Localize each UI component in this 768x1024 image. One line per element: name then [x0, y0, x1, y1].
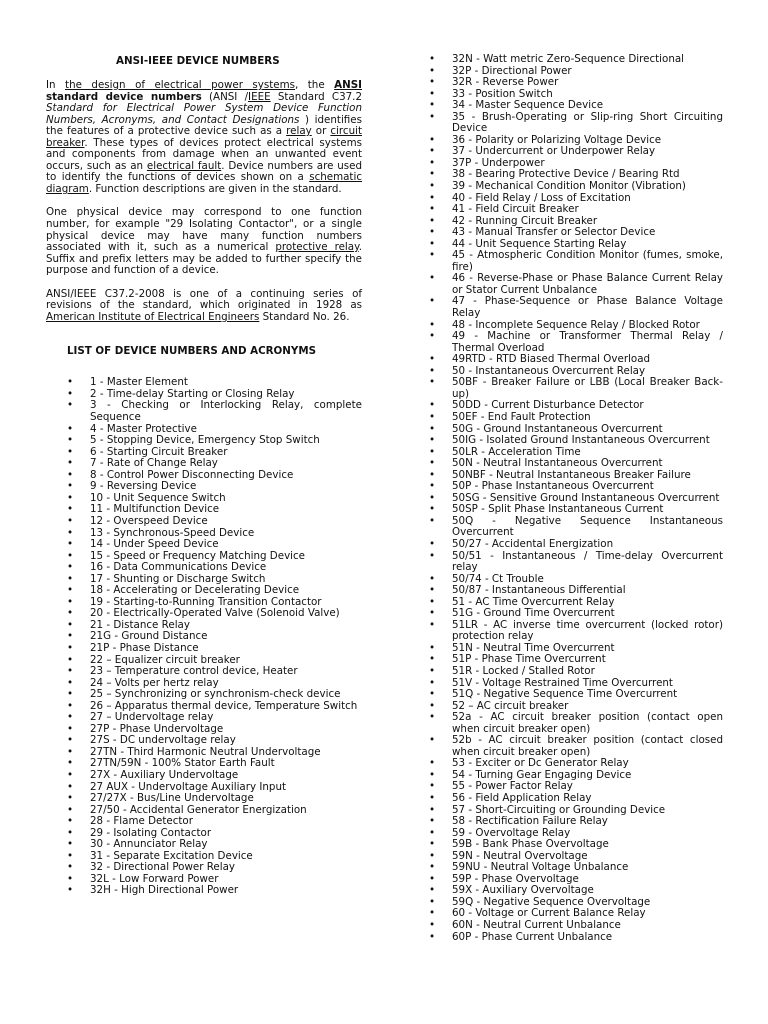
- list-item: • 59X - Auxiliary Overvoltage: [427, 885, 723, 897]
- list-item: • 51R - Locked / Stalled Rotor: [427, 666, 723, 678]
- list-item: • 51V - Voltage Restrained Time Overcurrent: [427, 678, 723, 690]
- list-item: • 50LR - Acceleration Time: [427, 447, 723, 459]
- list-item: • 29 - Isolating Contactor: [46, 828, 362, 840]
- list-item: • 20 - Electrically-Operated Valve (Solenoid Valve): [46, 608, 362, 620]
- list-item: • 14 - Under Speed Device: [46, 539, 362, 551]
- list-item: • 50P - Phase Instantaneous Overcurrent: [427, 481, 723, 493]
- list-item: • 27/50 - Accidental Generator Energization: [46, 805, 362, 817]
- list-item: • 60P - Phase Current Unbalance: [427, 932, 723, 944]
- list-item: • 27TN - Third Harmonic Neutral Undervoltage: [46, 747, 362, 759]
- intro-bold-text: standard device numbers: [46, 90, 202, 103]
- list-item: • 28 - Flame Detector: [46, 816, 362, 828]
- list-item: • 27 AUX - Undervoltage Auxiliary Input: [46, 782, 362, 794]
- list-item: • 18 - Accelerating or Decelerating Device: [46, 585, 362, 597]
- list-item: • 21 - Distance Relay: [46, 620, 362, 632]
- list-item: • 51P - Phase Time Overcurrent: [427, 654, 723, 666]
- list-item: • 59N - Neutral Overvoltage: [427, 851, 723, 863]
- list-title: LIST OF DEVICE NUMBERS AND ACRONYMS: [67, 345, 317, 358]
- paragraph-text: Standard No. 26.: [259, 310, 350, 323]
- list-item: • 2 - Time-delay Starting or Closing Relay: [46, 389, 362, 401]
- list-item: • 37P - Underpower: [427, 158, 723, 170]
- device-number-list-left: [46, 377, 362, 897]
- list-item: • 4 - Master Protective: [46, 424, 362, 436]
- list-item: • 7 - Rate of Change Relay: [46, 458, 362, 470]
- list-item: • 44 - Unit Sequence Starting Relay: [427, 239, 723, 251]
- intro-text: ) identifies the features of a protective device such as a: [46, 113, 362, 138]
- list-item: • 59 - Overvoltage Relay: [427, 828, 723, 840]
- standard-name: Standard for Electrical Power System Device Function Numbers, Acronyms, and Contact Designations: [46, 102, 362, 126]
- list-item: • 16 - Data Communications Device: [46, 562, 362, 574]
- list-item: • 13 - Synchronous-Speed Device: [46, 528, 362, 540]
- link-electrical-power-systems[interactable]: the design of electrical power systems: [65, 79, 296, 91]
- list-item: • 54 - Turning Gear Engaging Device: [427, 770, 723, 782]
- list-item: • 50/27 - Accidental Energization: [427, 539, 723, 551]
- list-item: • 35 - Brush-Operating or Slip-ring Short Circuiting Device: [427, 112, 723, 135]
- list-item: • 46 - Reverse-Phase or Phase Balance Current Relay or Stator Current Unbalance: [427, 273, 723, 296]
- link-electrical-fault[interactable]: electrical fault: [146, 159, 222, 172]
- list-item: • 27X - Auxiliary Undervoltage: [46, 770, 362, 782]
- link-circuit-breaker[interactable]: circuit breaker: [46, 125, 362, 149]
- list-item: • 52b - AC circuit breaker position (contact closed when circuit breaker open): [427, 735, 723, 758]
- list-item: • 17 - Shunting or Discharge Switch: [46, 574, 362, 586]
- link-schematic-diagram[interactable]: schematic diagram: [46, 171, 362, 195]
- list-item: • 48 - Incomplete Sequence Relay / Blocked Rotor: [427, 320, 723, 332]
- list-item: • 50BF - Breaker Failure or LBB (Local Breaker Back-up): [427, 377, 723, 400]
- list-item: • 60 - Voltage or Current Balance Relay: [427, 908, 723, 920]
- list-item: • 59B - Bank Phase Overvoltage: [427, 839, 723, 851]
- intro-text: Standard C37.2: [270, 90, 363, 103]
- list-item: • 41 - Field Circuit Breaker: [427, 204, 723, 216]
- list-item: • 27TN/59N - 100% Stator Earth Fault: [46, 758, 362, 770]
- list-item: • 59NU - Neutral Voltage Unbalance: [427, 862, 723, 874]
- list-item: • 51N - Neutral Time Overcurrent: [427, 643, 723, 655]
- list-item: • 31 - Separate Excitation Device: [46, 851, 362, 863]
- list-item: • 32R - Reverse Power: [427, 77, 723, 89]
- list-item: • 5 - Stopping Device, Emergency Stop Switch: [46, 435, 362, 447]
- list-item: • 37 - Undercurrent or Underpower Relay: [427, 146, 723, 158]
- list-item: • 45 - Atmospheric Condition Monitor (fumes, smoke, fire): [427, 250, 723, 273]
- list-item: • 22 – Equalizer circuit breaker: [46, 655, 362, 667]
- list-item: • 50 - Instantaneous Overcurrent Relay: [427, 366, 723, 378]
- device-number-list-right: [427, 54, 723, 943]
- list-item: • 19 - Starting-to-Running Transition Contactor: [46, 597, 362, 609]
- link-ansi[interactable]: ANSI: [334, 79, 362, 91]
- list-item: • 6 - Starting Circuit Breaker: [46, 447, 362, 459]
- intro-text: . These types of devices protect electrical systems and components from damage when an unwanted event occurs, such as an: [46, 136, 362, 172]
- list-item: • 1 - Master Element: [46, 377, 362, 389]
- list-item: • 50G - Ground Instantaneous Overcurrent: [427, 424, 723, 436]
- list-item: • 50EF - End Fault Protection: [427, 412, 723, 424]
- intro-text: In: [46, 79, 66, 91]
- link-aiee[interactable]: American Institute of Electrical Engineers: [46, 310, 260, 323]
- list-item: • 27S - DC undervoltage relay: [46, 735, 362, 747]
- list-item: • 40 - Field Relay / Loss of Excitation: [427, 193, 723, 205]
- list-item: • 50SP - Split Phase Instantaneous Current: [427, 504, 723, 516]
- list-item: • 9 - Reversing Device: [46, 481, 362, 493]
- list-item: • 50/87 - Instantaneous Differential: [427, 585, 723, 597]
- list-item: • 59Q - Negative Sequence Overvoltage: [427, 897, 723, 909]
- intro-text: . Function descriptions are given in the standard.: [88, 182, 342, 195]
- list-item: • 15 - Speed or Frequency Matching Device: [46, 551, 362, 563]
- list-item: • 21P - Phase Distance: [46, 643, 362, 655]
- document-title: ANSI-IEEE DEVICE NUMBERS: [116, 55, 280, 67]
- list-item: • 49 - Machine or Transformer Thermal Relay / Thermal Overload: [427, 331, 723, 354]
- list-item: • 32H - High Directional Power: [46, 885, 362, 897]
- left-column: [46, 54, 362, 897]
- list-item: • 50/51 - Instantaneous / Time-delay Overcurrent relay: [427, 551, 723, 574]
- list-item: • 38 - Bearing Protective Device / Bearing Rtd: [427, 169, 723, 181]
- intro-text: or: [311, 125, 331, 138]
- link-ieee[interactable]: IEEE: [248, 90, 271, 103]
- list-item: • 50IG - Isolated Ground Instantaneous Overcurrent: [427, 435, 723, 447]
- list-item: • 36 - Polarity or Polarizing Voltage Device: [427, 135, 723, 147]
- list-item: • 52a - AC circuit breaker position (contact open when circuit breaker open): [427, 712, 723, 735]
- list-item: • 51Q - Negative Sequence Time Overcurrent: [427, 689, 723, 701]
- list-item: • 51G - Ground Time Overcurrent: [427, 608, 723, 620]
- physical-device-paragraph: [46, 207, 362, 276]
- list-item: • 47 - Phase-Sequence or Phase Balance Voltage Relay: [427, 296, 723, 319]
- list-item: • 12 - Overspeed Device: [46, 516, 362, 528]
- list-item: • 27/27X - Bus/Line Undervoltage: [46, 793, 362, 805]
- link-relay[interactable]: relay: [286, 125, 312, 138]
- paragraph-text: ANSI/IEEE C37.2-2008 is one of a continuing series of revisions of the standard, which originated in 1928 as: [46, 287, 362, 312]
- list-item: • 32N - Watt metric Zero-Sequence Directional: [427, 54, 723, 66]
- list-item: • 32 - Directional Power Relay: [46, 862, 362, 874]
- list-item: • 21G - Ground Distance: [46, 631, 362, 643]
- list-item: • 43 - Manual Transfer or Selector Device: [427, 227, 723, 239]
- list-item: • 30 - Annunciator Relay: [46, 839, 362, 851]
- list-item: • 27P - Phase Undervoltage: [46, 724, 362, 736]
- list-item: • 50N - Neutral Instantaneous Overcurrent: [427, 458, 723, 470]
- intro-text: . Device numbers are used to identify the functions of devices shown on a: [46, 159, 362, 184]
- list-item: • 26 – Apparatus thermal device, Temperature Switch: [46, 701, 362, 713]
- list-item: • 56 - Field Application Relay: [427, 793, 723, 805]
- list-item: • 23 – Temperature control device, Heater: [46, 666, 362, 678]
- list-item: • 34 - Master Sequence Device: [427, 100, 723, 112]
- list-item: • 49RTD - RTD Biased Thermal Overload: [427, 354, 723, 366]
- revision-paragraph: [46, 289, 362, 324]
- list-item: • 39 - Mechanical Condition Monitor (Vibration): [427, 181, 723, 193]
- list-item: • 51LR - AC inverse time overcurrent (locked rotor) protection relay: [427, 620, 723, 643]
- list-item: • 50SG - Sensitive Ground Instantaneous Overcurrent: [427, 493, 723, 505]
- list-item: • 25 – Synchronizing or synchronism-check device: [46, 689, 362, 701]
- list-item: • 32P - Directional Power: [427, 66, 723, 78]
- list-item: • 24 – Volts per hertz relay: [46, 678, 362, 690]
- list-item: • 55 - Power Factor Relay: [427, 781, 723, 793]
- paragraph-text: . Suffix and prefix letters may be added to further specify the purpose and function of a device.: [46, 241, 362, 277]
- list-item: • 52 – AC circuit breaker: [427, 701, 723, 713]
- list-item: • 50Q - Negative Sequence Instantaneous Overcurrent: [427, 516, 723, 539]
- list-item: • 50NBF - Neutral Instantaneous Breaker Failure: [427, 470, 723, 482]
- list-item: • 59P - Phase Overvoltage: [427, 874, 723, 886]
- link-protective-relay[interactable]: protective relay: [275, 241, 359, 254]
- list-item: • 8 - Control Power Disconnecting Device: [46, 470, 362, 482]
- paragraph-text: One physical device may correspond to one function number, for example "29 Isolating Contactor", or a single physical device may have many function numbers associated with it, such as a numerical: [46, 206, 362, 254]
- intro-text: (ANSI /: [201, 90, 249, 103]
- list-item: • 50DD - Current Disturbance Detector: [427, 400, 723, 412]
- list-item: • 51 - AC Time Overcurrent Relay: [427, 597, 723, 609]
- list-item: • 42 - Running Circuit Breaker: [427, 216, 723, 228]
- list-item: • 53 - Exciter or Dc Generator Relay: [427, 758, 723, 770]
- list-item: • 11 - Multifunction Device: [46, 504, 362, 516]
- right-column: [427, 54, 723, 943]
- list-item: • 60N - Neutral Current Unbalance: [427, 920, 723, 932]
- intro-paragraph: [46, 80, 362, 195]
- list-item: • 50/74 - Ct Trouble: [427, 574, 723, 586]
- list-item: • 10 - Unit Sequence Switch: [46, 493, 362, 505]
- list-item: • 57 - Short-Circuiting or Grounding Device: [427, 805, 723, 817]
- intro-text: , the: [295, 79, 335, 91]
- list-item: • 33 - Position Switch: [427, 89, 723, 101]
- list-item: • 3 - Checking or Interlocking Relay, complete Sequence: [46, 400, 362, 423]
- list-item: • 32L - Low Forward Power: [46, 874, 362, 886]
- list-item: • 27 – Undervoltage relay: [46, 712, 362, 724]
- list-item: • 58 - Rectification Failure Relay: [427, 816, 723, 828]
